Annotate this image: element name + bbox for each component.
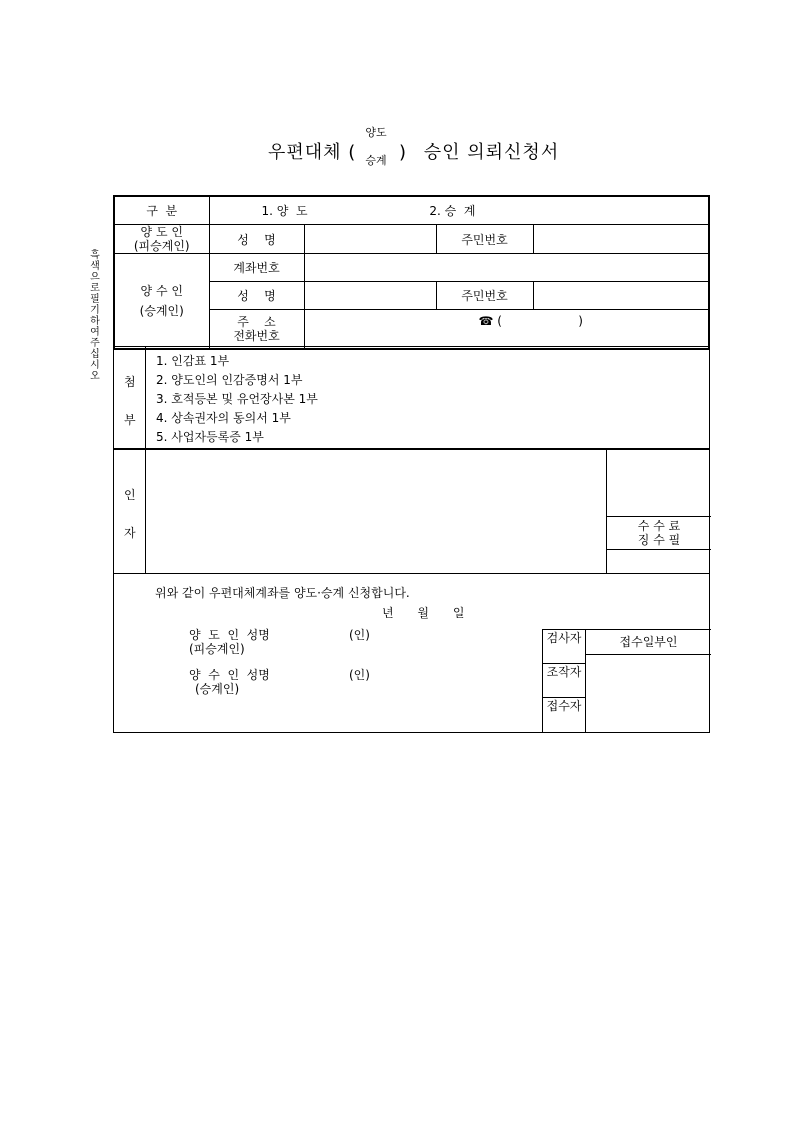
receipt-stamp-label: 접수일부인 — [586, 629, 711, 655]
transferor-name-label: 성 명 — [209, 225, 304, 254]
option-transfer[interactable]: 1. 양 도 — [261, 204, 308, 218]
transferee-sign-label: 양 수 인 성명 — [189, 668, 270, 682]
transferee-id-field[interactable] — [533, 282, 709, 310]
transferee-sub-text: (승계인) — [139, 304, 184, 318]
attachment-item: 1. 인감표 1부 — [156, 354, 230, 368]
processing-box — [542, 629, 711, 733]
transferor-id-label: 주민번호 — [436, 225, 533, 254]
account-label: 계좌번호 — [209, 254, 304, 282]
title-stack — [362, 123, 390, 171]
attachment-item: 3. 호적등본 및 유언장사본 1부 — [156, 392, 318, 406]
fee-divider-bottom — [607, 549, 711, 550]
attachment-item: 5. 사업자등록증 1부 — [156, 430, 264, 444]
seal-2[interactable]: (인) — [349, 668, 370, 682]
address-label: 주 소 — [237, 315, 276, 329]
title-stack-bottom: 승계 — [365, 154, 387, 167]
category-options — [209, 196, 709, 225]
fee-box — [606, 450, 711, 574]
transferor-name-field[interactable] — [304, 225, 436, 254]
transferor-sign-label: 양 도 인 성명 — [189, 628, 270, 642]
attachments-label — [114, 347, 146, 449]
application-statement: 위와 같이 우편대체계좌를 양도·승계 신청합니다. — [155, 586, 410, 600]
title-stack-top: 양도 — [365, 126, 387, 139]
seal-1[interactable]: (인) — [349, 628, 370, 642]
transferee-signature — [189, 668, 270, 696]
transferee-name-label: 성 명 — [209, 282, 304, 310]
application-section — [113, 573, 710, 733]
address-phone-field[interactable] — [304, 310, 709, 350]
fee-divider-top — [607, 516, 711, 517]
transferor-signature — [189, 628, 270, 656]
form-title-suffix — [399, 138, 559, 164]
transferee-label-text: 양 수 인 — [140, 284, 183, 298]
title-paren-open: ( — [348, 142, 357, 163]
fee-label-line1: 수 수 료 — [637, 519, 681, 533]
fee-label — [607, 519, 711, 547]
attachments-label-top: 첨 — [124, 375, 136, 389]
transferee-id-label: 주민번호 — [436, 282, 533, 310]
operator-label: 조작자 — [543, 663, 586, 698]
title-tail-text: 승인 의뢰신청서 — [423, 142, 560, 163]
application-date[interactable]: 년 월 일 — [382, 606, 465, 620]
applicant-table — [113, 195, 710, 350]
stamp-area[interactable] — [146, 450, 606, 574]
transferee-sign-sub: (승계인) — [195, 682, 240, 696]
category-label: 구 분 — [114, 196, 209, 225]
transferee-name-field[interactable] — [304, 282, 436, 310]
receiver-label: 접수자 — [543, 697, 586, 732]
stamp-label-bottom: 자 — [124, 526, 136, 540]
account-field[interactable] — [304, 254, 709, 282]
attachment-item: 4. 상속권자의 동의서 1부 — [156, 411, 291, 425]
attachments-section — [113, 346, 710, 449]
receipt-stamp-area[interactable] — [586, 654, 711, 733]
form-title-prefix — [268, 138, 356, 164]
address-phone-label — [209, 310, 304, 350]
transferor-label — [114, 225, 209, 254]
attachments-label-bottom: 부 — [124, 413, 136, 427]
stamp-label-top: 인 — [124, 488, 136, 502]
transferor-sub-text: (피승계인) — [133, 239, 190, 253]
attachment-item: 2. 양도인의 인감증명서 1부 — [156, 373, 303, 387]
transferor-id-field[interactable] — [533, 225, 709, 254]
phone-label: 전화번호 — [233, 329, 280, 343]
phone-value: ☎ ( ) — [478, 314, 583, 328]
fee-label-line2: 징 수 필 — [637, 533, 681, 547]
transferee-label — [114, 254, 209, 350]
side-note: 흑색으로필기하여주십시오 — [90, 250, 100, 382]
option-succession[interactable]: 2. 승 계 — [429, 204, 476, 218]
transferor-sign-sub: (피승계인) — [189, 642, 245, 656]
title-main-text: 우편대체 — [268, 142, 342, 163]
attachment-list — [156, 352, 318, 447]
transferor-label-text: 양 도 인 — [140, 225, 183, 239]
stamp-label — [114, 450, 146, 574]
title-paren-close: ) — [399, 142, 408, 163]
stamp-section — [113, 449, 710, 574]
inspector-label: 검사자 — [543, 629, 586, 664]
